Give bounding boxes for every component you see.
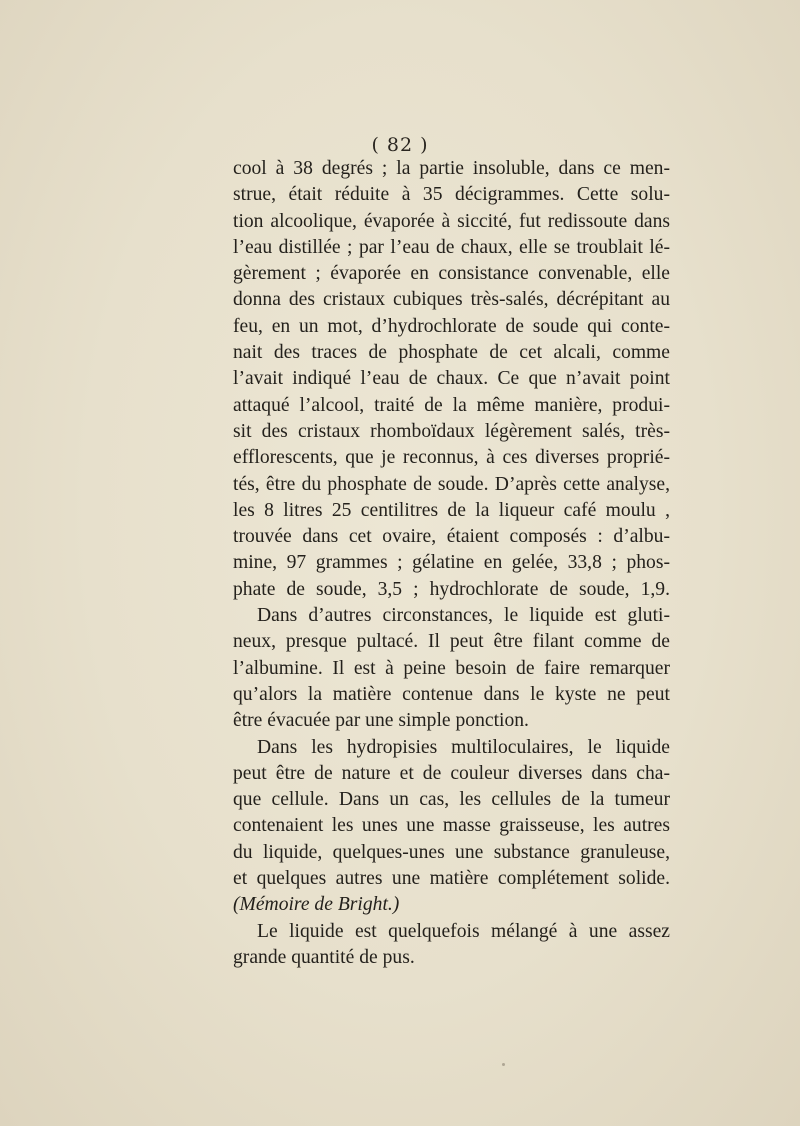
text-line: les 8 litres 25 centilitres de la liqueur café moulu , (233, 499, 670, 521)
text-line: Dans d’autres circonstances, le liquide est gluti- (257, 605, 670, 627)
paper-speck (502, 1063, 505, 1066)
text-line: efflorescents, que je reconnus, à ces diverses proprié- (233, 447, 670, 469)
text-line: du liquide, quelques-unes une substance granuleuse, (233, 841, 670, 863)
text-line: l’avait indiqué l’eau de chaux. Ce que n’avait point (233, 368, 670, 390)
text-line: peut être de nature et de couleur diverses dans cha- (233, 762, 670, 784)
text-line: sit des cristaux rhomboïdaux légèrement salés, très- (233, 420, 670, 442)
text-line: phate de soude, 3,5 ; hydrochlorate de soude, 1,9. (233, 578, 670, 600)
body-text (233, 156, 670, 971)
text-line: donna des cristaux cubiques très-salés, décrépitant au (233, 289, 670, 311)
text-line: et quelques autres une matière complétement solide. (233, 868, 670, 890)
text-line: tion alcoolique, évaporée à siccité, fut redissoute dans (233, 210, 670, 232)
text-line: l’eau distillée ; par l’eau de chaux, elle se troublait lé- (233, 236, 670, 258)
text-line: qu’alors la matière contenue dans le kyste ne peut (233, 683, 670, 705)
text-line: attaqué l’alcool, traité de la même manière, produi- (233, 394, 670, 416)
text-line: mine, 97 grammes ; gélatine en gelée, 33,8 ; phos- (233, 552, 670, 574)
text-line: être évacuée par une simple ponction. (233, 710, 529, 732)
text-line: trouvée dans cet ovaire, étaient composés : d’albu- (233, 526, 670, 548)
text-line: neux, presque pultacé. Il peut être filant comme de (233, 631, 670, 653)
text-line: Dans les hydropisies multiloculaires, le liquide (257, 736, 670, 758)
text-line: (Mémoire de Bright.) (233, 894, 400, 916)
text-line: tés, être du phosphate de soude. D’après cette analyse, (233, 473, 670, 495)
text-line: grande quantité de pus. (233, 946, 415, 968)
text-line: cool à 38 degrés ; la partie insoluble, dans ce men- (233, 158, 670, 179)
text-line: strue, était réduite à 35 décigrammes. Cette solu- (233, 184, 670, 206)
text-line: nait des traces de phosphate de cet alcali, comme (233, 342, 670, 364)
text-line: gèrement ; évaporée en consistance convenable, elle (233, 263, 670, 285)
text-line: Le liquide est quelquefois mélangé à une assez (257, 920, 670, 942)
text-line: l’albumine. Il est à peine besoin de faire remarquer (233, 657, 670, 679)
page-number: ( 82 ) (371, 134, 429, 156)
text-line: contenaient les unes une masse graisseuse, les autres (233, 815, 670, 837)
text-line: feu, en un mot, d’hydrochlorate de soude qui conte- (233, 315, 670, 337)
text-line: que cellule. Dans un cas, les cellules de la tumeur (233, 789, 670, 811)
